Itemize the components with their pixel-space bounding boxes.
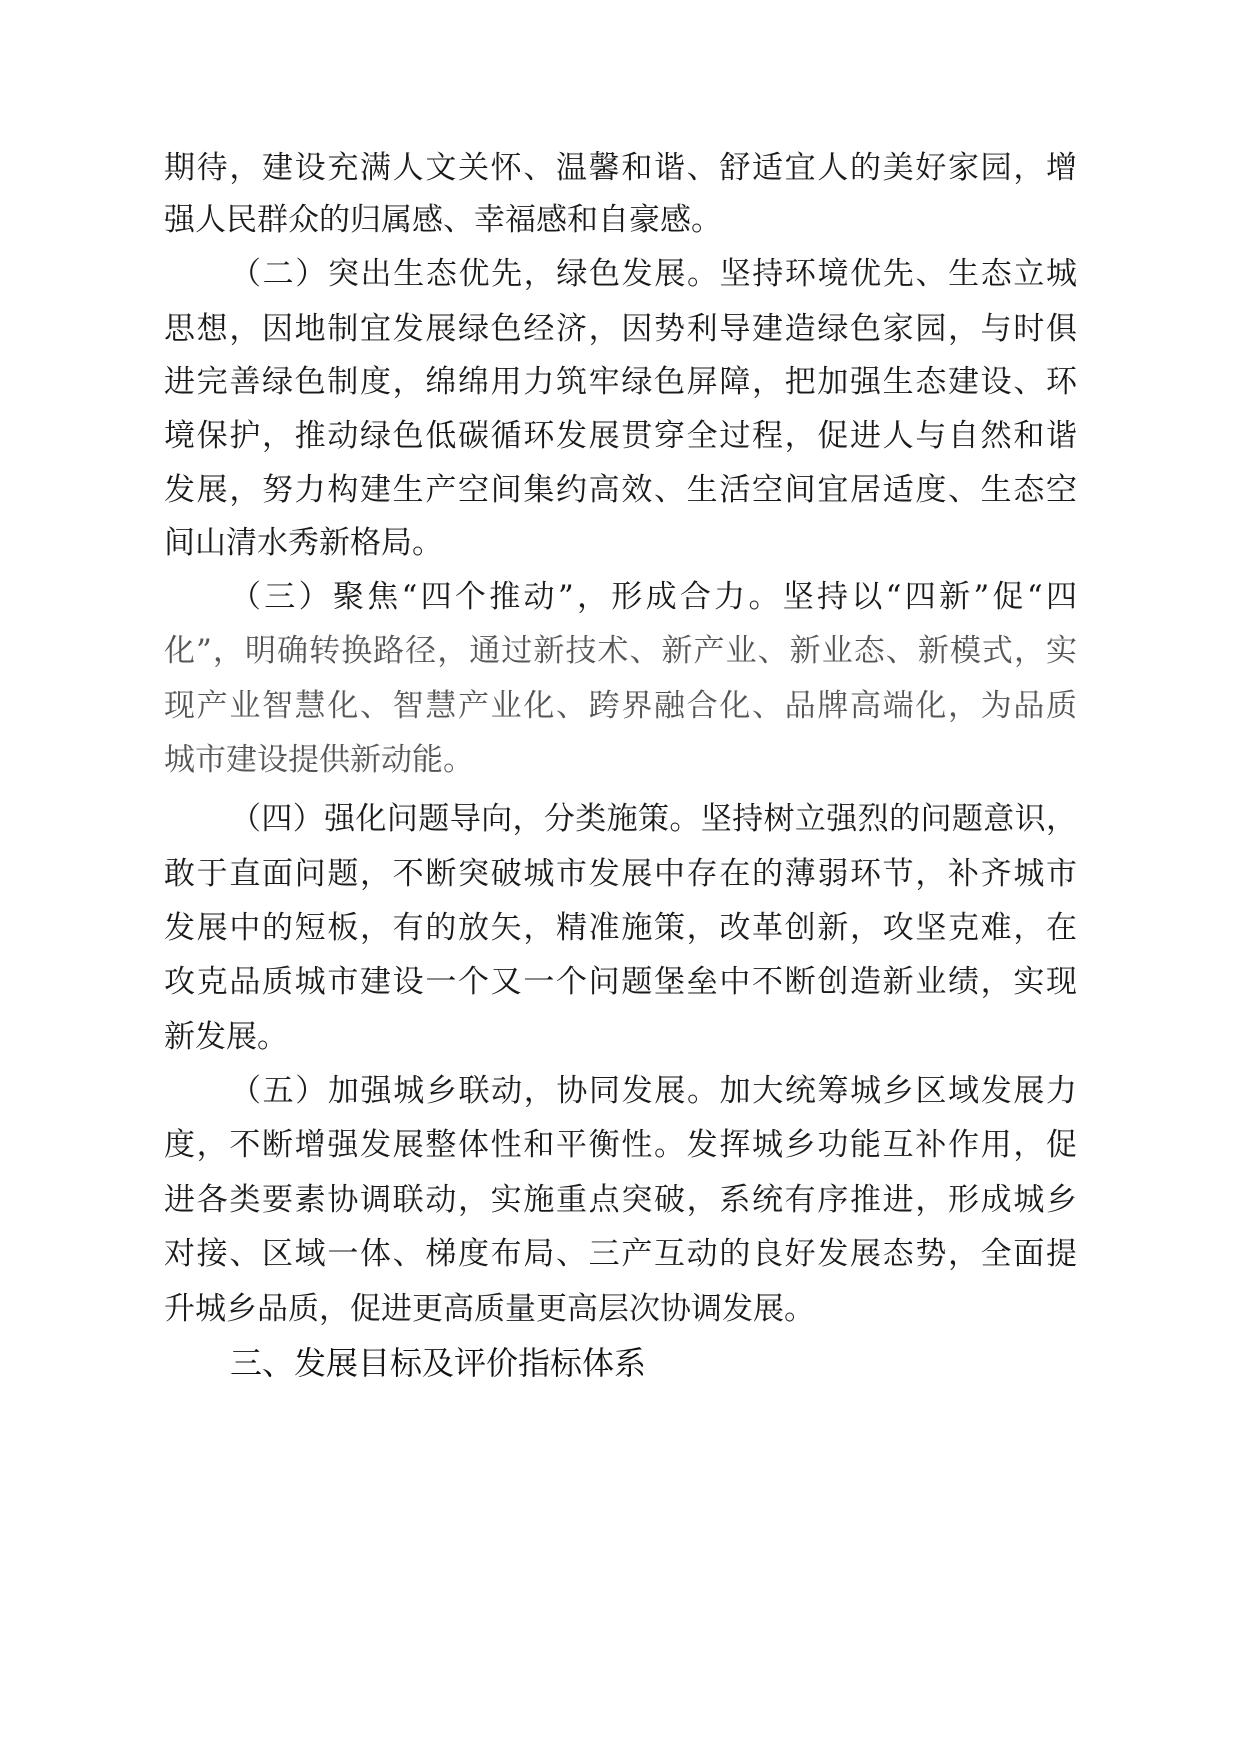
paragraph-line: 强人民群众的归属感、幸福感和自豪感。 bbox=[164, 202, 722, 238]
paragraph-line: 发展，努力构建生产空间集约高效、生活空间宜居适度、生态空 bbox=[164, 472, 1077, 508]
paragraph-line: 思想，因地制宜发展绿色经济，因势利导建造绿色家园，与时俱 bbox=[164, 311, 1077, 347]
paragraph-line: 对接、区域一体、梯度布局、三产互动的良好发展态势，全面提 bbox=[164, 1236, 1077, 1272]
paragraph-line: 化”，明确转换路径，通过新技术、新产业、新业态、新模式，实 bbox=[164, 633, 1077, 669]
paragraph-line: 现产业智慧化、智慧产业化、跨界融合化、品牌高端化，为品质 bbox=[164, 688, 1077, 724]
paragraph-line: 敢于直面问题，不断突破城市发展中存在的薄弱环节，补齐城市 bbox=[164, 856, 1077, 892]
paragraph-line: 进完善绿色制度，绵绵用力筑牢绿色屏障，把加强生态建设、环 bbox=[164, 364, 1077, 400]
paragraph-line: 升城乡品质，促进更高质量更高层次协调发展。 bbox=[164, 1291, 815, 1327]
paragraph-line: （五）加强城乡联动，协同发展。加大统筹城乡区域发展力 bbox=[230, 1073, 1077, 1109]
paragraph-line: （二）突出生态优先，绿色发展。坚持环境优先、生态立城 bbox=[230, 256, 1077, 292]
paragraph-line: 度，不断增强发展整体性和平衡性。发挥城乡功能互补作用，促 bbox=[164, 1127, 1077, 1163]
paragraph-line: 进各类要素协调联动，实施重点突破，系统有序推进，形成城乡 bbox=[164, 1182, 1077, 1218]
paragraph-line: （四）强化问题导向，分类施策。坚持树立强烈的问题意识， bbox=[230, 801, 1077, 837]
paragraph-line: 间山清水秀新格局。 bbox=[164, 525, 443, 561]
paragraph-line: 发展中的短板，有的放矢，精准施策，改革创新，攻坚克难，在 bbox=[164, 910, 1077, 946]
section-heading: 三、发展目标及评价指标体系 bbox=[230, 1344, 647, 1382]
paragraph-line: 城市建设提供新动能。 bbox=[164, 742, 474, 778]
paragraph-line: 境保护，推动绿色低碳循环发展贯穿全过程，促进人与自然和谐 bbox=[164, 418, 1077, 454]
paragraph-line: （三）聚焦“四个推动”，形成合力。坚持以“四新”促“四 bbox=[230, 579, 1077, 615]
paragraph-line: 攻克品质城市建设一个又一个问题堡垒中不断创造新业绩，实现 bbox=[164, 964, 1077, 1000]
paragraph-line: 新发展。 bbox=[164, 1019, 288, 1055]
paragraph-line: 期待，建设充满人文关怀、温馨和谐、舒适宜人的美好家园，增 bbox=[164, 150, 1077, 186]
